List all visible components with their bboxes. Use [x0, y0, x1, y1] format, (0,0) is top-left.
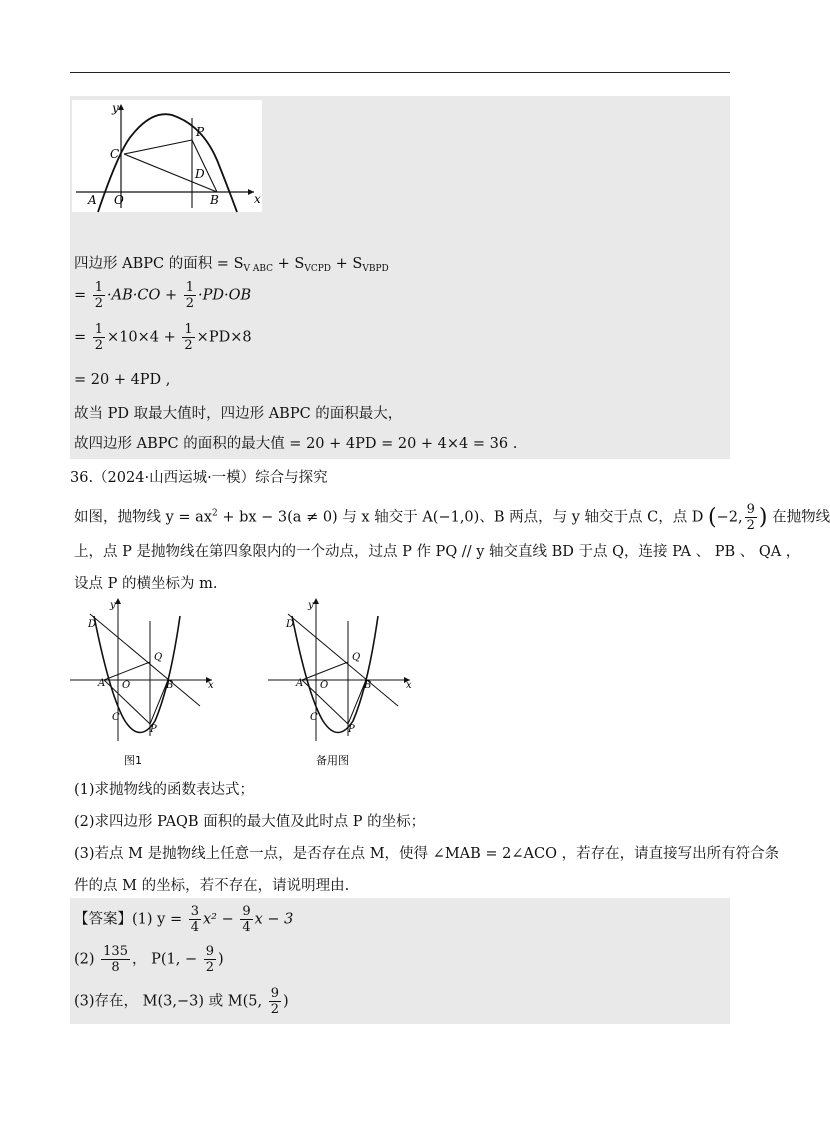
- fig-label: A: [88, 193, 97, 207]
- parabola-figure-abpc: [72, 100, 262, 212]
- fig2-label: A: [296, 678, 304, 689]
- header-rule: [70, 72, 730, 73]
- fig2-label: x: [406, 680, 412, 691]
- fig1-label: x: [208, 680, 214, 691]
- solution-line-4: = 20 + 4PD ,: [74, 372, 171, 388]
- answer-1: 【答案】(1) y = $\frac{3}{4}$ x² − $\frac{9}{4}$ x − 3: [74, 904, 294, 935]
- fig1-label: P: [150, 724, 157, 735]
- solution-line-2: = $\frac{1}{2}$ ·AB·CO + $\frac{1}{2}$ ·PD·OB: [74, 280, 252, 311]
- problem-paragraph-2: 上，点 P 是抛物线在第四象限内的一个动点，过点 P 作 PQ // y 轴交直线 BD 于点 Q，连接 PA 、 PB 、 QA ，: [74, 544, 801, 560]
- fig1-label: Q: [154, 652, 163, 663]
- fig1-label: B: [166, 680, 174, 691]
- problem-paragraph-1: 如图，抛物线 $y = ax^2$ + bx − 3(a ≠ 0) 与 x 轴交于 A(−1,0)、B 两点，与 y 轴交于点 C，点 D (−2, $\frac{9}{2}$ ) 在抛物线: [74, 502, 830, 533]
- fig1-label: O: [122, 680, 131, 691]
- fig2-label: B: [364, 680, 372, 691]
- figure-1-caption: 图1: [124, 754, 142, 767]
- fig1-label: D: [88, 619, 97, 630]
- answer-2: (2) $\frac{135}{8}$ ， P(1, − $\frac{9}{2}$ ): [74, 944, 224, 975]
- fig2-label: D: [286, 619, 295, 630]
- problem-header: 36.（2024·山西运城·一模）综合与探究: [70, 470, 328, 486]
- question-1: (1)求抛物线的函数表达式；: [74, 782, 255, 798]
- figure-2-caption: 备用图: [316, 754, 349, 767]
- fig-label: x: [254, 192, 261, 206]
- solution-line-3: = $\frac{1}{2}$ ×10×4 + $\frac{1}{2}$ ×PD×8: [74, 322, 252, 353]
- fig-label: C: [110, 147, 120, 161]
- figure-1: [70, 596, 220, 771]
- problem-paragraph-3: 设点 P 的横坐标为 m.: [74, 576, 218, 592]
- question-3a: (3)若点 M 是抛物线上任意一点，是否存在点 M，使得 ∠MAB = 2∠ACO ，若存在，请直接写出所有符合条: [74, 846, 780, 862]
- solution-line-area: 四边形 ABPC 的面积 = $S_{V ABC} + S_{VCPD} + S_{VBPD}$: [74, 256, 389, 274]
- fig2-label: P: [348, 724, 355, 735]
- question-3b: 件的点 M 的坐标，若不存在，请说明理由.: [74, 878, 350, 894]
- fig-label: D: [195, 167, 205, 181]
- fig1-label: A: [98, 678, 106, 689]
- solution-line-6: 故四边形 ABPC 的面积的最大值 = 20 + 4PD = 20 + 4×4 = 36 .: [74, 436, 518, 452]
- fig2-label: C: [310, 712, 318, 723]
- question-2: (2)求四边形 PAQB 面积的最大值及此时点 P 的坐标；: [74, 814, 426, 830]
- fig2-label: y: [308, 600, 314, 611]
- fig-label: O: [114, 193, 124, 207]
- fig1-label: y: [110, 600, 116, 611]
- fig2-label: O: [320, 680, 329, 691]
- fig-label: P: [196, 125, 205, 139]
- answer-3: (3)存在， M(3,−3) 或 M(5, $\frac{9}{2}$ ): [74, 986, 289, 1017]
- fig1-label: C: [112, 712, 120, 723]
- fig-label: B: [210, 193, 219, 207]
- solution-line-5: 故当 PD 取最大值时，四边形 ABPC 的面积最大，: [74, 406, 403, 422]
- fig-label: y: [112, 101, 119, 115]
- figure-2-backup: [268, 596, 418, 771]
- fig2-label: Q: [352, 652, 361, 663]
